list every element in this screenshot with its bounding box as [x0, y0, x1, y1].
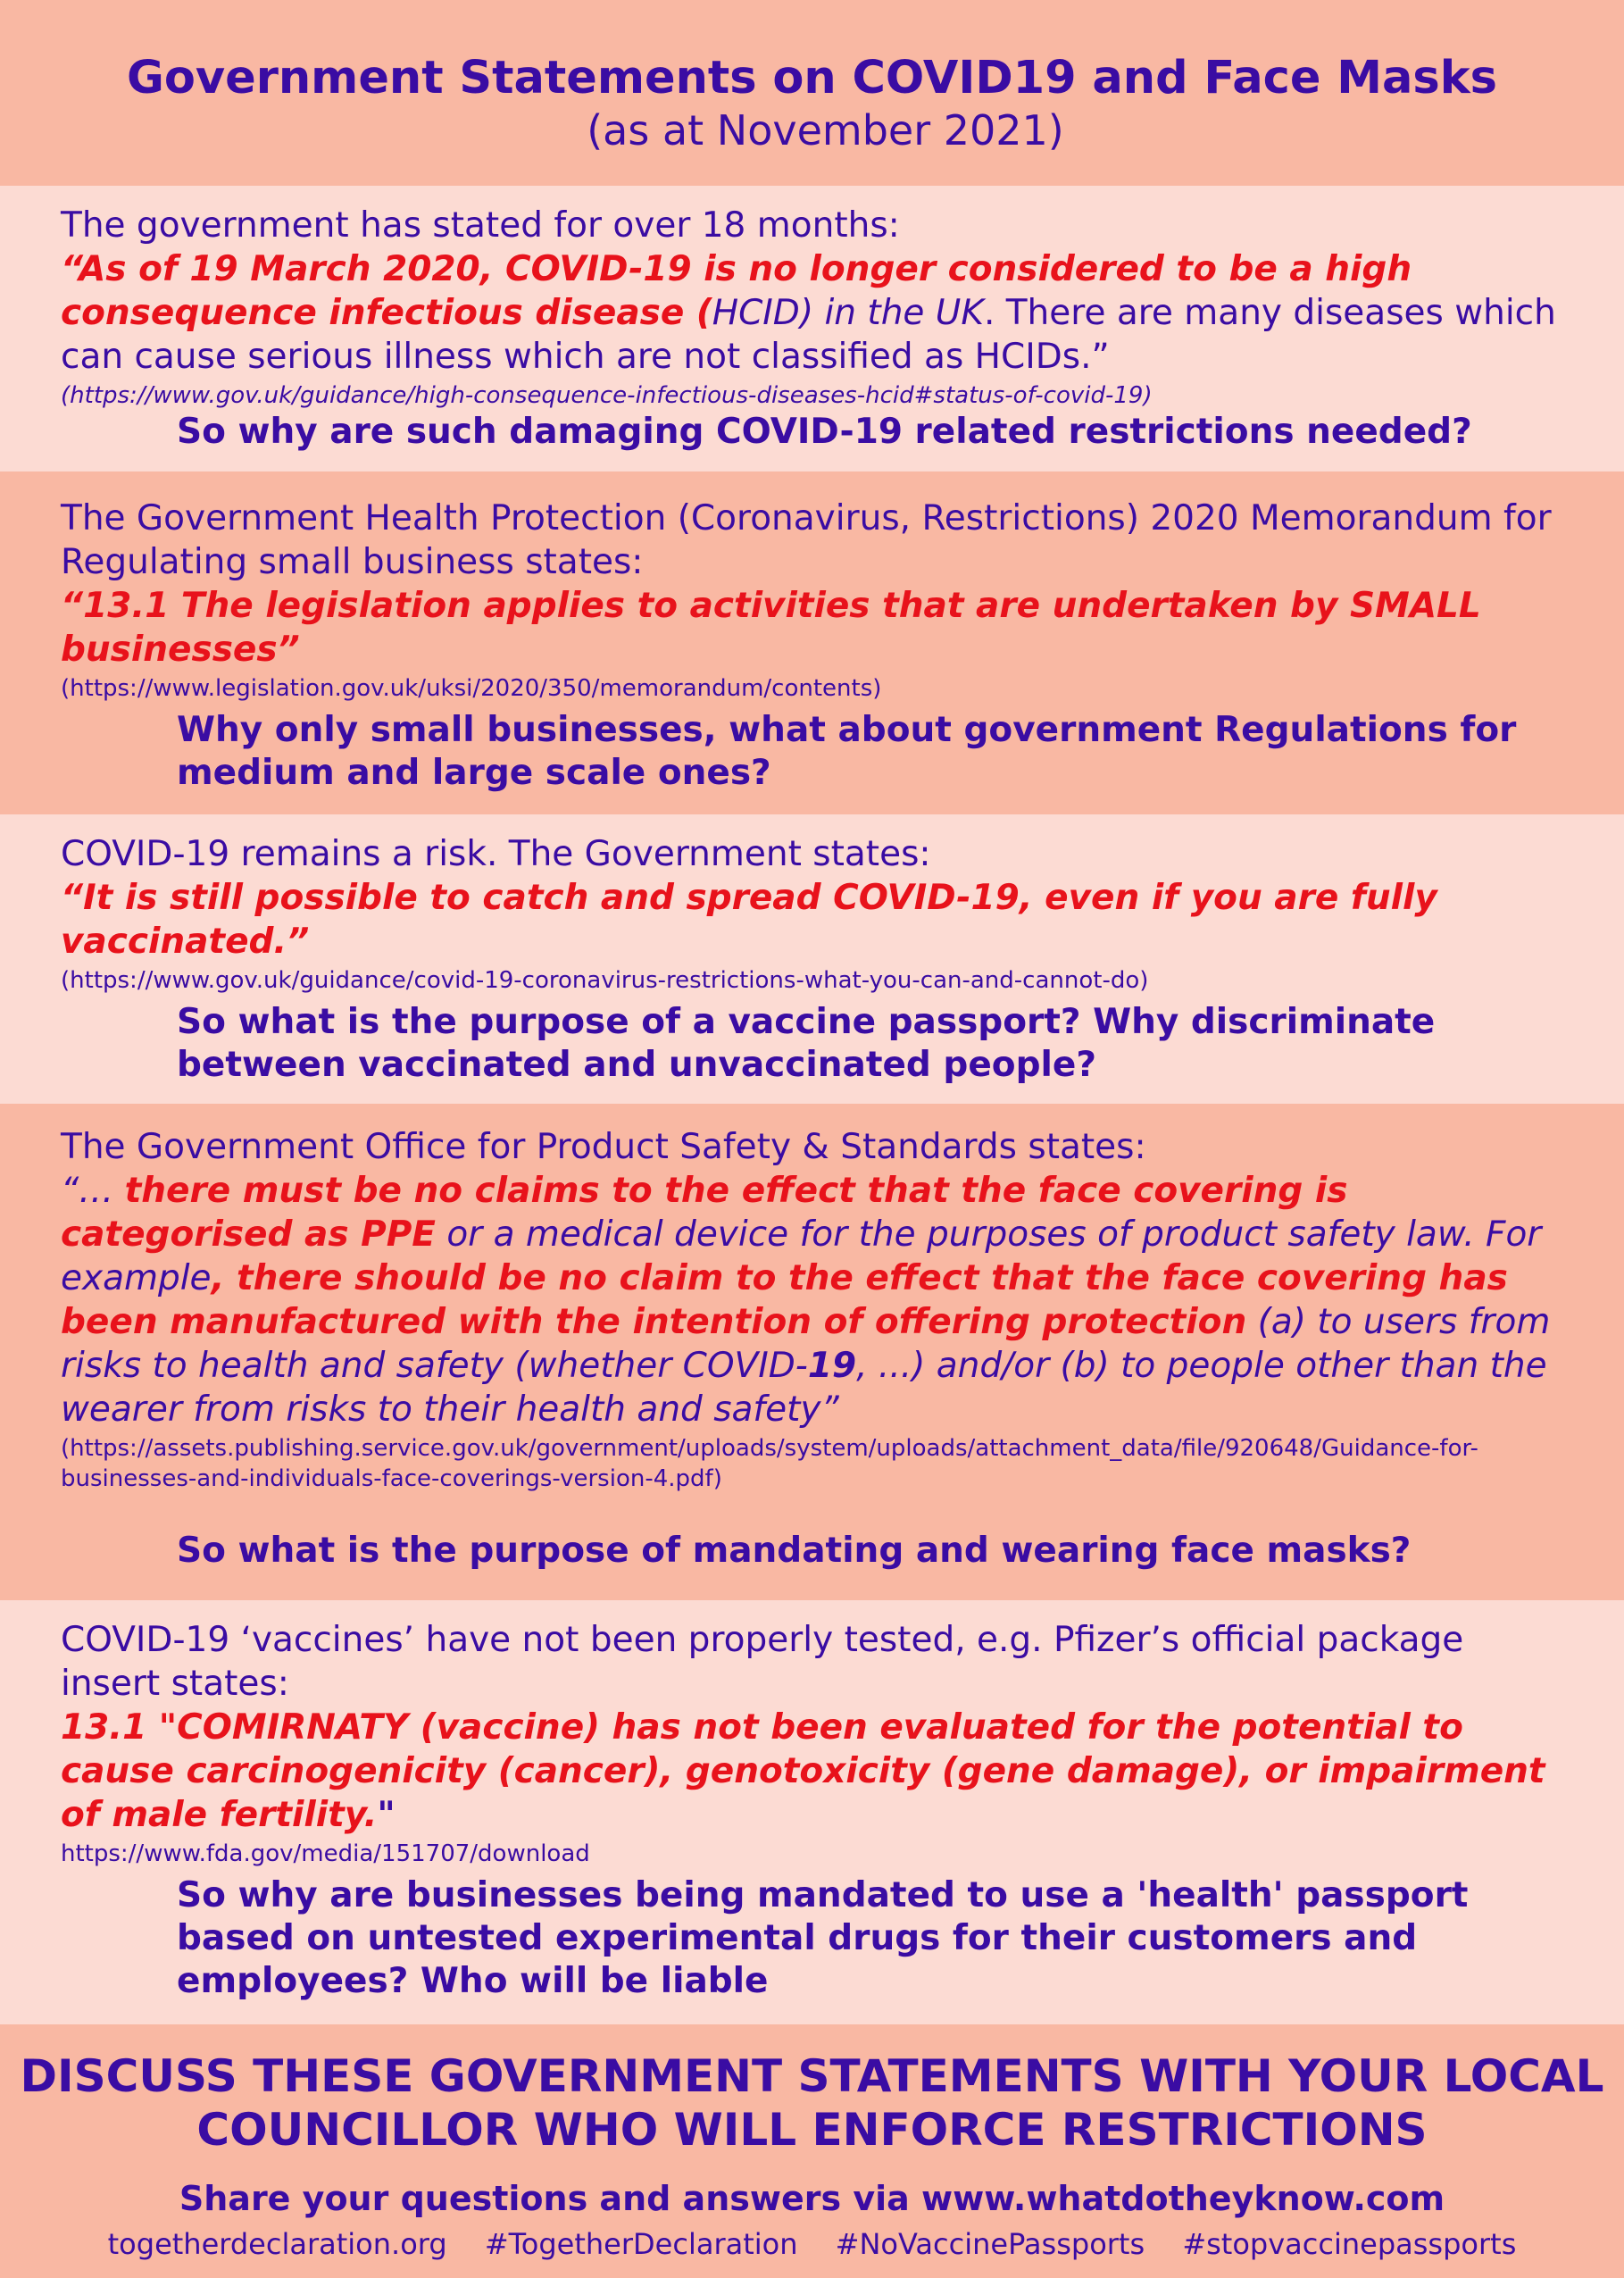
quote-run: HCID) in the UK	[712, 293, 984, 333]
quote-run: “It is still possible to catch and spread COVID-19, even if you are fully vaccinated.”	[61, 878, 1437, 962]
tag-no-vaccine-passports[interactable]: #NoVaccinePassports	[835, 2227, 1145, 2261]
quote-run: 13.1 "COMIRNATY (vaccine) has not been evaluated for the potential to cause carcinogenicity (cancer), genotoxicity (gene damage), or impairment of male fertility.	[61, 1707, 1545, 1835]
quote-run: , there should be no claim to the effect that the face covering has been manufactured with the intention of offering protection	[61, 1258, 1508, 1342]
share-line[interactable]: Share your questions and answers via www.whatdotheyknow.com	[179, 2179, 1445, 2218]
statement-quote	[61, 584, 1570, 672]
quote-run: “As of 19 March 2020, COVID-19 is no longer considered to be a high consequence infectious disease	[61, 249, 1412, 333]
page-subtitle: (as at November 2021)	[587, 106, 1064, 154]
statement-lead: The Government Office for Product Safety & Standards states:	[61, 1127, 1146, 1167]
source-link[interactable]: (https://www.gov.uk/guidance/high-consequence-infectious-diseases-hcid#status-of-covid-19)	[61, 382, 1153, 409]
quote-run: “13.1 The legislation applies to activities that are undertaken by SMALL businesses”	[61, 586, 1481, 670]
quote-run: . There are many diseases which can cause serious illness which are not classified as HCIDs.”	[61, 293, 1556, 377]
quote-run: or a medical device for the purposes of product safety law. For example	[61, 1214, 1542, 1298]
tag-website[interactable]: togetherdeclaration.org	[107, 2227, 447, 2261]
source-link[interactable]: (https://assets.publishing.service.gov.uk/government/uploads/system/uploads/attachment_data/file/920648/Guidance-for-businesses-and-individuals-face-coverings-version-4.pdf)	[61, 1435, 1478, 1492]
statement-lead: The government has stated for over 18 months:	[61, 205, 900, 246]
statement-quote	[61, 876, 1570, 964]
quote-run: 19	[807, 1346, 857, 1386]
statement-quote	[61, 247, 1570, 379]
statement-section-hcid	[0, 186, 1624, 471]
quote-run: (	[695, 293, 712, 333]
statement-question: So why are businesses being mandated to use a 'health' passport based on untested experimental drugs for their customers and employees? Who will be liable	[177, 1875, 1469, 2001]
footer-band	[0, 2024, 1624, 2278]
statement-question: So why are such damaging COVID-19 related restrictions needed?	[177, 412, 1472, 452]
tag-stop-vaccine-passports[interactable]: #stopvaccinepassports	[1182, 2227, 1517, 2261]
hashtag-row	[0, 2226, 1624, 2262]
quote-run: “…	[61, 1171, 125, 1211]
source-link[interactable]: (https://www.legislation.gov.uk/uksi/2020/350/memorandum/contents)	[61, 675, 882, 702]
quote-run: , ...) and/or (b) to people other than the wearer from risks to their health and safety”	[61, 1346, 1547, 1430]
tag-together-declaration[interactable]: #TogetherDeclaration	[484, 2227, 798, 2261]
header-band	[0, 0, 1624, 186]
source-link[interactable]: (https://www.gov.uk/guidance/covid-19-coronavirus-restrictions-what-you-can-and-cannot-do)	[61, 967, 1149, 994]
quote-run: (a) to users from risks to health and safety (whether COVID-	[61, 1302, 1551, 1386]
statement-question: Why only small businesses, what about government Regulations for medium and large scale ones?	[177, 710, 1517, 793]
page-title: Government Statements on COVID19 and Face Masks	[126, 52, 1498, 104]
quote-run: "	[377, 1795, 396, 1835]
statement-quote	[61, 1169, 1570, 1431]
call-to-action: DISCUSS THESE GOVERNMENT STATEMENTS WITH YOUR LOCAL COUNCILLOR WHO WILL ENFORCE RESTRICTIONS	[20, 2050, 1604, 2156]
statement-section-small-business	[0, 471, 1624, 814]
statement-section-vaccinated-risk	[0, 814, 1624, 1104]
statement-quote	[61, 1706, 1570, 1837]
statement-lead: The Government Health Protection (Coronavirus, Restrictions) 2020 Memorandum for Regulating small business states:	[61, 498, 1552, 582]
statement-question: So what is the purpose of a vaccine passport? Why discriminate between vaccinated and unvaccinated people?	[177, 1002, 1436, 1085]
source-link[interactable]: https://www.fda.gov/media/151707/download	[61, 1840, 590, 1867]
statement-lead: COVID-19 remains a risk. The Government states:	[61, 834, 931, 874]
quote-run: there must be no claims to the effect that the face covering is categorised as PPE	[61, 1171, 1348, 1255]
statement-section-vaccine-testing	[0, 1600, 1624, 2024]
statement-lead: COVID-19 ‘vaccines’ have not been properly tested, e.g. Pfizer’s official package insert states:	[61, 1620, 1464, 1704]
statement-section-face-coverings	[0, 1104, 1624, 1600]
statement-question: So what is the purpose of mandating and wearing face masks?	[177, 1531, 1412, 1571]
